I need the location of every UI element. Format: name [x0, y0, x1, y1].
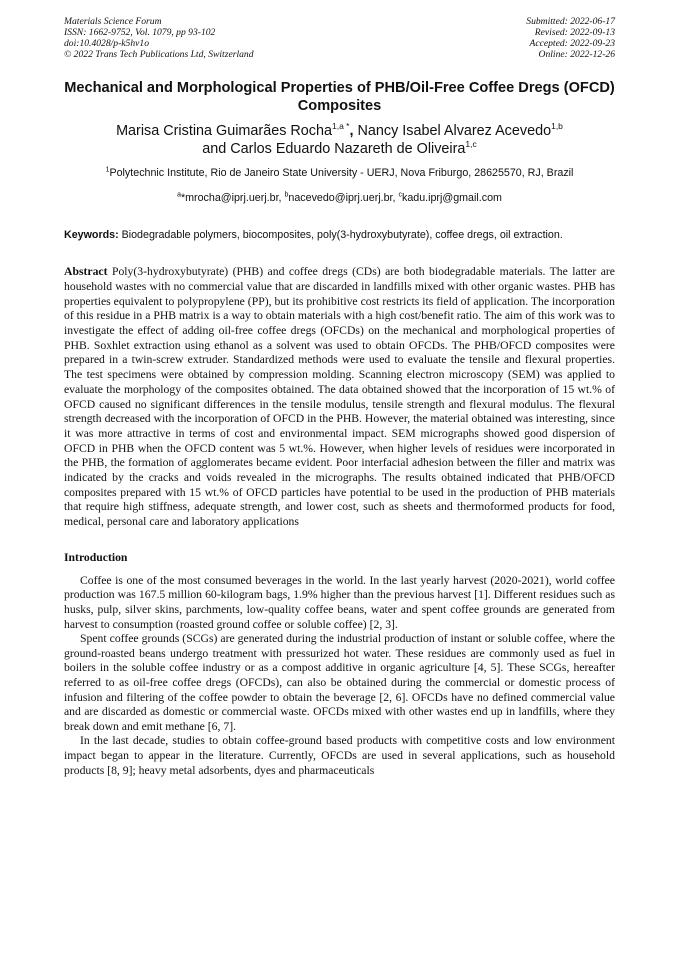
publication-info	[64, 16, 254, 60]
keywords-label: Keywords:	[64, 229, 119, 241]
author-conjunction: and	[202, 141, 231, 157]
email-b-marker: b	[284, 191, 289, 199]
paper-page	[64, 16, 615, 778]
email-c-marker: c	[398, 191, 402, 199]
affiliation-marker: 1	[105, 166, 110, 174]
author-2-affil: 1,b	[551, 121, 563, 132]
author-list	[64, 122, 615, 158]
affiliation-text: Polytechnic Institute, Rio de Janeiro State University - UERJ, Nova Friburgo, 28625570, RJ, Brazil	[109, 167, 574, 179]
email-c[interactable]: kadu.iprj@gmail.com	[401, 192, 502, 204]
email-a-marker: a	[177, 191, 181, 199]
intro-paragraph-1: Coffee is one of the most consumed beverages in the world. In the last yearly harvest (2020-2021), world coffee production was 167.5 million 60-kilogram bags, 1.9% higher than the previous harvest [1]. Different residues such as husks, pulp, silver skins, parchments, low-quality coffee beans, water and spent coffee grounds are generated from harvest to consumption (roasted ground coffee or soluble coffee) [2, 3].	[64, 573, 615, 631]
keywords-text: Biodegradable polymers, biocomposites, poly(3-hydroxybutyrate), coffee dregs, oil extraction.	[118, 229, 563, 241]
abstract	[64, 265, 615, 530]
submitted-date: Submitted: 2022-06-17	[526, 16, 615, 27]
author-1: Marisa Cristina Guimarães Rocha	[116, 123, 332, 139]
paper-title: Mechanical and Morphological Properties of PHB/Oil-Free Coffee Dregs (OFCD) Composites	[64, 80, 615, 114]
issn: ISSN: 1662-9752, Vol. 1079, pp 93-102	[64, 27, 216, 38]
accepted-date: Accepted: 2022-09-23	[529, 38, 615, 49]
revised-date: Revised: 2022-09-13	[534, 27, 615, 38]
intro-paragraph-3: In the last decade, studies to obtain coffee-ground based products with competitive costs and low environment impact began to appear in the literature. Currently, OFCDs are used in several applications, such as household products [8, 9]; heavy metal adsorbents, dyes and pharmaceuticals	[64, 734, 615, 777]
keywords	[64, 229, 615, 242]
introduction-heading: Introduction	[64, 550, 128, 564]
online-date: Online: 2022-12-26	[538, 49, 615, 60]
doi: doi:10.4028/p-k5hv1o	[64, 38, 149, 49]
author-separator: ,	[349, 123, 358, 139]
copyright: © 2022 Trans Tech Publications Ltd, Switzerland	[64, 49, 254, 60]
abstract-text: Poly(3-hydroxybutyrate) (PHB) and coffee dregs (CDs) are both biodegradable materials. The latter are household wastes with no commercial value that are discarded in landfills mixed with other organic wastes. PHB has properties equivalent to polypropylene (PP), but its prohibitive cost restricts its field of application. The incorporation of this residue in a PHB matrix is a way to obtain materials with a high cost/benefit ratio. The aim of this work was to investigate the effect of adding oil-free coffee dregs (OFCDs) on the mechanical and morphological properties of PHB. Soxhlet extraction using ethanol as a solvent was used to obtain OFCDs. The PHB/OFCD composites were prepared in a twin-screw extruder. Standardized methods were used to evaluate the tensile and flexural properties. The test specimens were obtained by compression molding. Scanning electron microscopy (SEM) was applied to evaluate the morphology of the composites obtained. The data obtained showed that the incorporation of 15 wt.% of OFCD caused no significant differences in the tensile modulus, tensile strength and flexural modulus. The flexural strength decreased with the incorporation of OFCD in the PHB. However, the material obtained was interesting, since it was more attractive in terms of cost and environmental impact. SEM micrographs showed good dispersion of OFCD in PHB when the OFCD content was 5 wt.%. However, when higher levels of residues were incorporated in the PHB, the formation of agglomerates became evident. Poor interfacial adhesion between the filler and matrix was indicated by the cracks and voids revealed in the micrographs. The results obtained indicated that PHB/OFCD composites prepared with 15 wt.% of OFCD particles have potential to be used in the production of PHB materials that require high stiffness, adequate strength, and lower cost, such as sheets and thermoformed products for food, medical, personal care and laboratory applications	[64, 265, 615, 529]
author-2: Nancy Isabel Alvarez Acevedo	[357, 123, 552, 139]
journal-name: Materials Science Forum	[64, 16, 162, 27]
intro-paragraph-2: Spent coffee grounds (SCGs) are generated during the industrial production of instant or soluble coffee, where the ground-roasted beans undergo treatment with pressurized hot water. These residues are commonly used as fuel in boilers in the soluble coffee industry or as a compost additive in organic agriculture [4, 5]. These SCGs, hereafter referred to as oil-free coffee dregs (OFCDs), can also be obtained during the commercial or domestic process of infusion and filtering of the coffee powder to obtain the beverage [2, 6]. OFCDs have no defined commercial value and are discarded as domestic or commercial waste. OFCDs mixed with other wastes end up in landfills, where they break down and emit methane [6, 7].	[64, 632, 615, 733]
journal-header	[64, 16, 615, 60]
introduction-body	[64, 574, 615, 778]
author-1-affil: 1,a *	[332, 121, 350, 132]
email-a[interactable]: *mrocha@iprj.uerj.br,	[180, 192, 285, 204]
author-3: Carlos Eduardo Nazareth de Oliveira	[230, 141, 466, 157]
dates-info	[526, 16, 615, 60]
author-emails	[64, 192, 615, 205]
abstract-label: Abstract	[64, 265, 108, 279]
author-3-affil: 1,c	[465, 139, 477, 150]
affiliation	[64, 167, 615, 180]
email-b[interactable]: nacevedo@iprj.uerj.br,	[288, 192, 399, 204]
